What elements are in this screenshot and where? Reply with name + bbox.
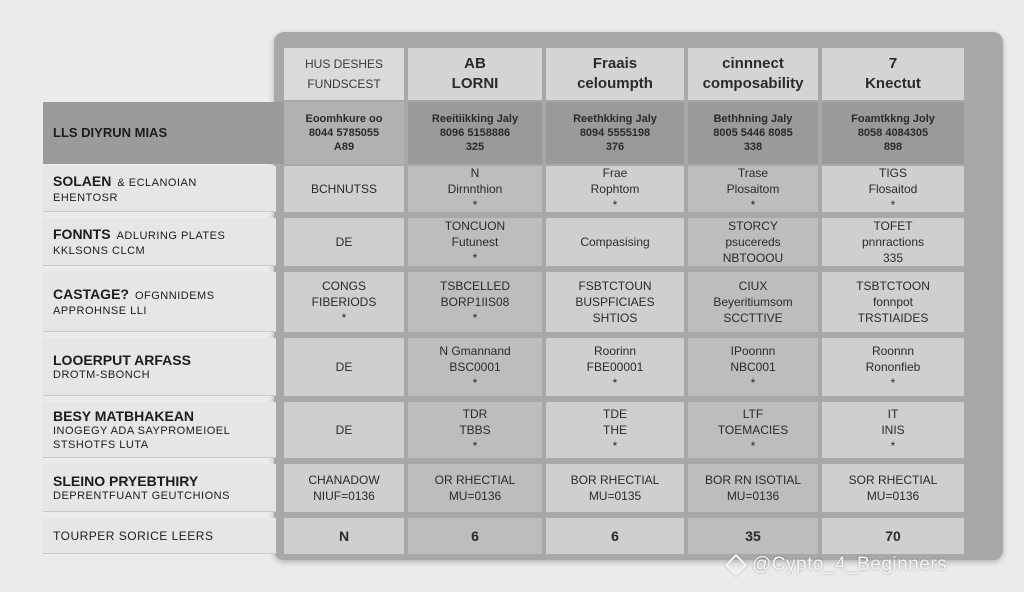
cell-line: 335 [882,251,904,265]
table-cell [408,218,542,266]
row-label [43,338,276,396]
table-cell [546,402,684,458]
cell-line: FUNDSCEST [307,77,381,91]
cell-line: * [341,311,347,325]
header-row-label [43,102,284,164]
cell-line: DE [335,235,353,249]
cell-line: STORCY [728,219,778,233]
cell-line: SHTIOS [592,311,638,325]
cell-line: A89 [333,141,355,153]
table-cell [546,464,684,512]
cell-line: NIUF=0136 [313,489,375,503]
cell-line: 325 [465,141,485,153]
cell-line: MU=0136 [866,489,920,503]
cell-line: pnnractions [861,235,925,249]
table-cell [822,338,964,396]
table-cell [284,218,404,266]
cell-line: Reethkking Jaly [573,113,657,125]
cell-line: Eoomhkure oo [305,113,383,125]
table-cell [546,338,684,396]
header-row-cell [408,102,542,164]
header-row-cell [822,102,964,164]
cell-line: * [472,376,478,390]
cell-line: DE [335,360,353,374]
table-cell [688,338,818,396]
cell-line: 7 [888,55,898,72]
cell-line: DE [335,423,353,437]
cell-line: TDE [603,407,627,421]
cell-line: * [890,376,896,390]
cell-line: FIBERIODS [311,295,377,309]
cell-line: * [612,376,618,390]
cell-line: * [612,439,618,453]
cell-line: CONGS [321,279,366,293]
table-cell [408,464,542,512]
row-label-text: LOOERPUT ARFASS [53,351,191,368]
cell-line: 6 [611,528,619,544]
cell-line: Rononfieb [865,360,921,374]
cell-line: TIGS [878,166,907,180]
row-label [43,272,276,332]
cell-line: Foamtkkng Joly [851,113,935,125]
table-cell [284,518,404,554]
row-label [43,166,276,212]
table-cell [284,402,404,458]
cell-line: BOR RHECTIAL [570,473,660,487]
cell-line: 8044 5785055 [308,127,380,139]
diamond-icon [725,554,748,577]
cell-line: * [472,198,478,212]
table-cell [688,166,818,212]
cell-line: * [472,311,478,325]
cell-line: * [890,198,896,212]
row-label-title [53,286,276,304]
row-label-subtitle: APPROHNSE LLI [53,304,147,317]
table-cell [546,272,684,332]
cell-line: TOFET [873,219,913,233]
cell-line: BCHNUTSS [310,182,377,196]
header-row-cell [688,102,818,164]
row-label-text: SLEINO PRYEBTHIRY [53,472,199,489]
cell-line: Beyeritiumsom [713,295,793,309]
table-cell [688,402,818,458]
cell-line: 8094 5555198 [579,127,651,139]
row-label-suffix: ADLURING PLATES [116,229,226,242]
cell-line: N [338,528,350,544]
cell-line: 338 [743,141,763,153]
row-label-subtitle: DROTM-SBONCH [53,368,151,381]
cell-line: BUSPFICIAES [575,295,655,309]
table-cell [284,166,404,212]
table-cell [408,272,542,332]
cell-line: IPoonnn [730,344,776,358]
cell-line: Knectut [865,75,921,92]
table-cell [822,166,964,212]
row-label-subtitle: STSHOTFS LUTA [53,438,149,451]
cell-line: 376 [605,141,625,153]
cell-line: TSBCELLED [439,279,511,293]
table-cell [822,464,964,512]
cell-line: Plosaitom [726,182,780,196]
column-header-2 [408,48,542,100]
cell-line: 70 [885,528,901,544]
cell-line: fonnpot [872,295,914,309]
cell-line: BOR RN ISOTIAL [704,473,802,487]
cell-line: * [472,251,478,265]
cell-line: Frae [602,166,628,180]
cell-line: TSBTCTOON [856,279,930,293]
cell-line: INIS [881,423,905,437]
column-header-5 [822,48,964,100]
row-label-title [53,352,276,368]
cell-line: TONCUON [444,219,506,233]
header-row-cell [284,102,404,164]
cell-line: Dirnnthion [447,182,503,196]
table-cell [408,166,542,212]
cell-line: Bethhning Jaly [713,113,793,125]
table-cell [546,218,684,266]
cell-line: * [750,376,756,390]
cell-line: TDR [462,407,488,421]
cell-line: cinnnect [722,55,784,72]
row-label-suffix: OFGNNIDEMS [134,289,215,302]
table-cell [688,272,818,332]
row-label-subtitle: INOGEGY ADA SAYPROMEIOEL [53,424,231,437]
table-cell [822,402,964,458]
cell-line: TOEMACIES [717,423,789,437]
cell-line: SOR RHECTIAL [848,473,938,487]
cell-line: * [890,439,896,453]
row-label-text: FONNTS [53,225,111,242]
cell-line: Trase [737,166,769,180]
cell-line: BSC0001 [449,360,501,374]
table-cell [546,166,684,212]
cell-line: 898 [883,141,903,153]
cell-line: N [470,166,480,180]
cell-line: * [750,439,756,453]
cell-line: MU=0136 [448,489,502,503]
row-label-title [53,528,276,544]
row-label-text: SOLAEN [53,172,112,189]
column-header-4 [688,48,818,100]
cell-line: * [750,198,756,212]
table-cell [408,402,542,458]
cell-line: TBBS [459,423,491,437]
cell-line: 35 [745,528,761,544]
cell-line: FSBTCTOUN [578,279,652,293]
row-label [43,464,276,512]
column-header-1 [284,48,404,100]
cell-line: * [472,439,478,453]
cell-line: SCCTTIVE [723,311,783,325]
cell-line: Roorinn [593,344,637,358]
cell-line: HUS DESHES [304,57,384,71]
table-cell [408,518,542,554]
row-label [43,402,276,458]
table-cell [284,464,404,512]
cell-line: * [612,198,618,212]
cell-line: CHANADOW [308,473,380,487]
cell-line: Futunest [451,235,499,249]
table-cell [284,338,404,396]
watermark [728,554,947,576]
table-cell [546,518,684,554]
cell-line: N Gmannand [439,344,511,358]
row-label [43,518,276,554]
table-cell [688,218,818,266]
cell-line: LTF [742,407,764,421]
row-label-subtitle: DEPRENTFUANT GEUTCHIONS [53,489,230,502]
row-label-suffix: & ECLANOIAN [117,176,197,189]
table-cell [688,518,818,554]
cell-line: IT [887,407,899,421]
cell-line: TRSTIAIDES [857,311,929,325]
row-label-title [53,173,276,191]
row-label-title: LLS DIYRUN MIAS [53,125,168,140]
cell-line: OR RHECTIAL [434,473,516,487]
row-label-title [53,473,276,489]
row-label-subtitle: KKLSONS CLCM [53,244,146,257]
table-cell [822,518,964,554]
table-cell [822,218,964,266]
cell-line: Rophtom [590,182,640,196]
header-row-cell [546,102,684,164]
table-cell [284,272,404,332]
table-cell [688,464,818,512]
cell-line: composability [702,75,804,92]
cell-line: celoumpth [577,75,653,92]
row-label-title [53,226,276,244]
cell-line: BORP1IIS08 [440,295,510,309]
row-label-subtitle: EHENTOSR [53,191,118,204]
cell-line: Reeitiikking Jaly [431,113,519,125]
cell-line: FBE00001 [586,360,644,374]
cell-line: LORNI [451,75,499,92]
cell-line: Roonnn [871,344,915,358]
cell-line: 8058 4084305 [857,127,929,139]
cell-line: MU=0136 [726,489,780,503]
cell-line: 8096 5158886 [439,127,511,139]
cell-line: Fraais [592,55,638,72]
cell-line: NBC001 [730,360,776,374]
cell-line: Compasising [580,235,650,249]
table-cell [408,338,542,396]
cell-line: Flosaitod [868,182,918,196]
cell-line: CIUX [738,279,768,293]
cell-line: psucereds [725,235,781,249]
row-label-text: BESY MATBHAKEAN [53,407,195,424]
column-header-3 [546,48,684,100]
cell-line: MU=0135 [588,489,642,503]
cell-line: THE [603,423,627,437]
watermark-text: @Cypto_4_Beginners [752,554,948,575]
row-label-text: TOURPER SORICE LEERS [53,528,214,543]
cell-line: 8005 5446 8085 [713,127,793,139]
row-label [43,218,276,266]
cell-line: 6 [471,528,479,544]
row-label-text: CASTAGE? [53,285,129,302]
cell-line: AB [464,55,486,72]
row-label-title [53,408,276,424]
cell-line: NBTOOOU [722,251,784,265]
table-cell [822,272,964,332]
